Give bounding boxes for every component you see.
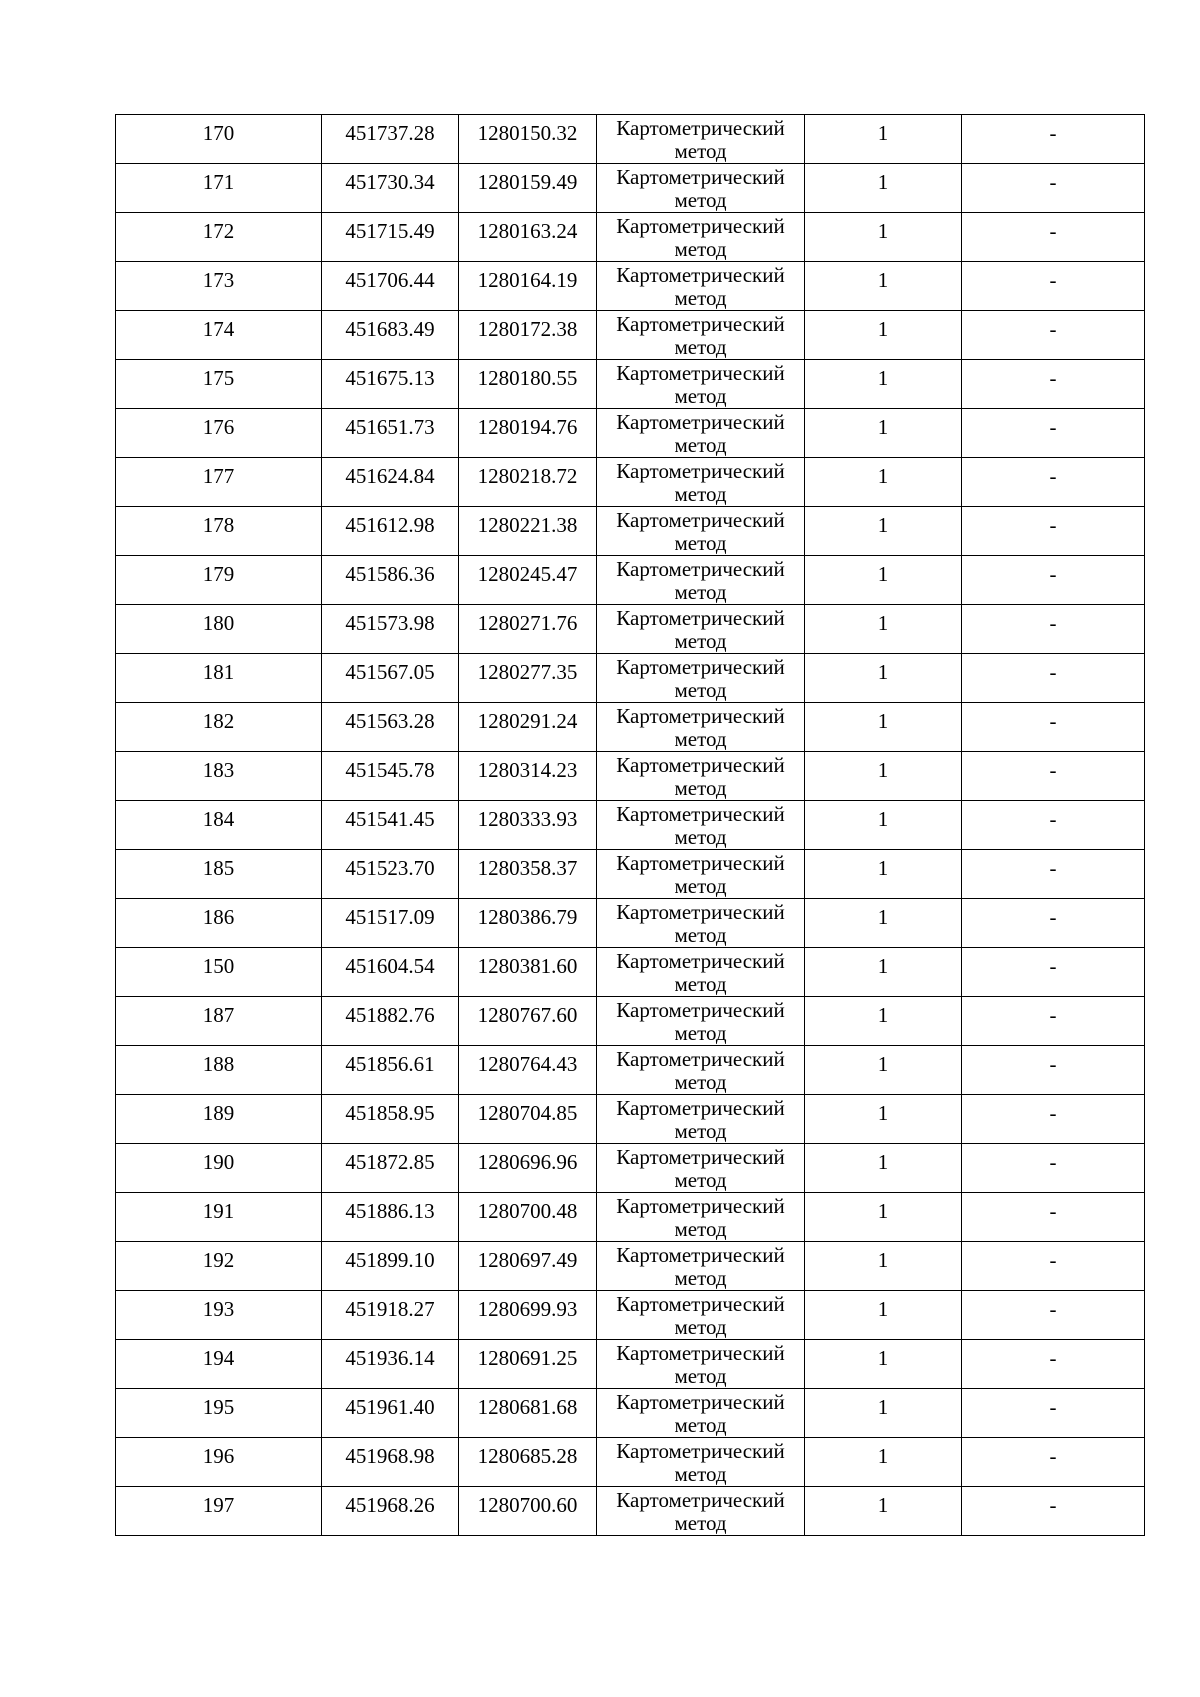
table-row [116, 213, 1145, 262]
x-coordinate-cell: 451675.13 [322, 360, 459, 409]
x-coordinate-cell: 451918.27 [322, 1291, 459, 1340]
y-coordinate-cell: 1280221.38 [459, 507, 597, 556]
x-coordinate-cell: 451706.44 [322, 262, 459, 311]
method-text-line1: Картометрический [616, 116, 785, 140]
table-row [116, 850, 1145, 899]
x-coordinate-cell: 451604.54 [322, 948, 459, 997]
accuracy-cell: 1 [805, 409, 962, 458]
accuracy-cell: 1 [805, 1438, 962, 1487]
accuracy-cell: 1 [805, 1193, 962, 1242]
x-coordinate-cell: 451858.95 [322, 1095, 459, 1144]
description-cell: - [962, 703, 1145, 752]
point-number-cell: 178 [116, 507, 322, 556]
method-text-line2: метод [674, 678, 727, 702]
description-cell: - [962, 997, 1145, 1046]
description-cell: - [962, 948, 1145, 997]
method-text-line1: Картометрический [616, 1341, 785, 1365]
method-text-line1: Картометрический [616, 1390, 785, 1414]
method-cell [597, 1193, 805, 1242]
y-coordinate-cell: 1280685.28 [459, 1438, 597, 1487]
method-text-line2: метод [674, 384, 727, 408]
x-coordinate-cell: 451523.70 [322, 850, 459, 899]
description-cell: - [962, 164, 1145, 213]
table-row [116, 1046, 1145, 1095]
method-text-line2: метод [674, 1413, 727, 1437]
point-number-cell: 171 [116, 164, 322, 213]
description-cell: - [962, 409, 1145, 458]
y-coordinate-cell: 1280700.60 [459, 1487, 597, 1536]
description-cell: - [962, 1242, 1145, 1291]
accuracy-cell: 1 [805, 850, 962, 899]
method-cell [597, 1487, 805, 1536]
table-row [116, 507, 1145, 556]
description-cell: - [962, 1389, 1145, 1438]
accuracy-cell: 1 [805, 1389, 962, 1438]
method-cell [597, 1144, 805, 1193]
method-cell [597, 262, 805, 311]
method-cell [597, 409, 805, 458]
description-cell: - [962, 213, 1145, 262]
table-row [116, 801, 1145, 850]
method-cell [597, 605, 805, 654]
x-coordinate-cell: 451961.40 [322, 1389, 459, 1438]
y-coordinate-cell: 1280700.48 [459, 1193, 597, 1242]
x-coordinate-cell: 451882.76 [322, 997, 459, 1046]
method-cell [597, 850, 805, 899]
x-coordinate-cell: 451612.98 [322, 507, 459, 556]
x-coordinate-cell: 451651.73 [322, 409, 459, 458]
x-coordinate-cell: 451737.28 [322, 115, 459, 164]
point-number-cell: 189 [116, 1095, 322, 1144]
table-row [116, 115, 1145, 164]
point-number-cell: 170 [116, 115, 322, 164]
point-number-cell: 195 [116, 1389, 322, 1438]
description-cell: - [962, 1438, 1145, 1487]
table-row [116, 948, 1145, 997]
method-text-line2: метод [674, 1511, 727, 1535]
point-number-cell: 176 [116, 409, 322, 458]
table-row [116, 654, 1145, 703]
accuracy-cell: 1 [805, 507, 962, 556]
method-text-line2: метод [674, 580, 727, 604]
method-cell [597, 801, 805, 850]
x-coordinate-cell: 451730.34 [322, 164, 459, 213]
table-row [116, 1242, 1145, 1291]
point-number-cell: 190 [116, 1144, 322, 1193]
description-cell: - [962, 1291, 1145, 1340]
description-cell: - [962, 556, 1145, 605]
point-number-cell: 179 [116, 556, 322, 605]
point-number-cell: 177 [116, 458, 322, 507]
y-coordinate-cell: 1280277.35 [459, 654, 597, 703]
method-cell [597, 1046, 805, 1095]
method-text-line1: Картометрический [616, 655, 785, 679]
x-coordinate-cell: 451715.49 [322, 213, 459, 262]
point-number-cell: 181 [116, 654, 322, 703]
accuracy-cell: 1 [805, 1340, 962, 1389]
method-text-line1: Картометрический [616, 214, 785, 238]
method-text-line2: метод [674, 1070, 727, 1094]
accuracy-cell: 1 [805, 458, 962, 507]
point-number-cell: 186 [116, 899, 322, 948]
y-coordinate-cell: 1280245.47 [459, 556, 597, 605]
method-cell [597, 948, 805, 997]
table-row [116, 1340, 1145, 1389]
accuracy-cell: 1 [805, 801, 962, 850]
y-coordinate-cell: 1280699.93 [459, 1291, 597, 1340]
method-text-line2: метод [674, 1315, 727, 1339]
accuracy-cell: 1 [805, 1291, 962, 1340]
table-row [116, 605, 1145, 654]
method-cell [597, 458, 805, 507]
point-number-cell: 194 [116, 1340, 322, 1389]
method-text-line1: Картометрический [616, 802, 785, 826]
method-cell [597, 1438, 805, 1487]
method-text-line1: Картометрический [616, 361, 785, 385]
y-coordinate-cell: 1280697.49 [459, 1242, 597, 1291]
method-text-line1: Картометрический [616, 606, 785, 630]
y-coordinate-cell: 1280172.38 [459, 311, 597, 360]
method-text-line2: метод [674, 139, 727, 163]
x-coordinate-cell: 451586.36 [322, 556, 459, 605]
method-cell [597, 654, 805, 703]
y-coordinate-cell: 1280180.55 [459, 360, 597, 409]
method-text-line2: метод [674, 825, 727, 849]
point-number-cell: 182 [116, 703, 322, 752]
method-text-line1: Картометрический [616, 704, 785, 728]
accuracy-cell: 1 [805, 605, 962, 654]
coordinates-table-body [116, 115, 1145, 1536]
x-coordinate-cell: 451968.26 [322, 1487, 459, 1536]
accuracy-cell: 1 [805, 115, 962, 164]
table-row [116, 1095, 1145, 1144]
y-coordinate-cell: 1280333.93 [459, 801, 597, 850]
accuracy-cell: 1 [805, 899, 962, 948]
description-cell: - [962, 311, 1145, 360]
y-coordinate-cell: 1280386.79 [459, 899, 597, 948]
point-number-cell: 150 [116, 948, 322, 997]
x-coordinate-cell: 451968.98 [322, 1438, 459, 1487]
table-row [116, 752, 1145, 801]
point-number-cell: 188 [116, 1046, 322, 1095]
method-text-line1: Картометрический [616, 851, 785, 875]
method-text-line2: метод [674, 1168, 727, 1192]
accuracy-cell: 1 [805, 556, 962, 605]
coordinates-table [115, 114, 1145, 1536]
method-text-line1: Картометрический [616, 410, 785, 434]
y-coordinate-cell: 1280163.24 [459, 213, 597, 262]
description-cell: - [962, 507, 1145, 556]
method-text-line1: Картометрический [616, 1488, 785, 1512]
method-text-line1: Картометрический [616, 165, 785, 189]
method-cell [597, 556, 805, 605]
point-number-cell: 197 [116, 1487, 322, 1536]
table-row [116, 556, 1145, 605]
method-text-line2: метод [674, 1217, 727, 1241]
method-cell [597, 1095, 805, 1144]
method-cell [597, 213, 805, 262]
point-number-cell: 173 [116, 262, 322, 311]
description-cell: - [962, 1144, 1145, 1193]
method-text-line1: Картометрический [616, 557, 785, 581]
accuracy-cell: 1 [805, 752, 962, 801]
method-text-line2: метод [674, 1462, 727, 1486]
method-cell [597, 311, 805, 360]
table-row [116, 1438, 1145, 1487]
x-coordinate-cell: 451541.45 [322, 801, 459, 850]
x-coordinate-cell: 451886.13 [322, 1193, 459, 1242]
method-cell [597, 1340, 805, 1389]
accuracy-cell: 1 [805, 262, 962, 311]
table-row [116, 1389, 1145, 1438]
method-cell [597, 1242, 805, 1291]
method-text-line1: Картометрический [616, 459, 785, 483]
method-cell [597, 164, 805, 213]
point-number-cell: 196 [116, 1438, 322, 1487]
x-coordinate-cell: 451563.28 [322, 703, 459, 752]
method-text-line2: метод [674, 433, 727, 457]
accuracy-cell: 1 [805, 1046, 962, 1095]
method-cell [597, 360, 805, 409]
x-coordinate-cell: 451856.61 [322, 1046, 459, 1095]
method-cell [597, 507, 805, 556]
method-text-line2: метод [674, 1021, 727, 1045]
y-coordinate-cell: 1280150.32 [459, 115, 597, 164]
description-cell: - [962, 1095, 1145, 1144]
description-cell: - [962, 605, 1145, 654]
method-text-line1: Картометрический [616, 1047, 785, 1071]
accuracy-cell: 1 [805, 997, 962, 1046]
method-text-line1: Картометрический [616, 1292, 785, 1316]
method-text-line2: метод [674, 727, 727, 751]
y-coordinate-cell: 1280704.85 [459, 1095, 597, 1144]
point-number-cell: 192 [116, 1242, 322, 1291]
point-number-cell: 184 [116, 801, 322, 850]
method-cell [597, 1291, 805, 1340]
description-cell: - [962, 752, 1145, 801]
description-cell: - [962, 1487, 1145, 1536]
y-coordinate-cell: 1280381.60 [459, 948, 597, 997]
table-row [116, 311, 1145, 360]
x-coordinate-cell: 451517.09 [322, 899, 459, 948]
accuracy-cell: 1 [805, 1144, 962, 1193]
method-text-line2: метод [674, 482, 727, 506]
y-coordinate-cell: 1280691.25 [459, 1340, 597, 1389]
description-cell: - [962, 654, 1145, 703]
x-coordinate-cell: 451624.84 [322, 458, 459, 507]
y-coordinate-cell: 1280764.43 [459, 1046, 597, 1095]
method-text-line1: Картометрический [616, 1439, 785, 1463]
method-text-line1: Картометрический [616, 753, 785, 777]
method-text-line2: метод [674, 972, 727, 996]
point-number-cell: 172 [116, 213, 322, 262]
method-text-line2: метод [674, 1119, 727, 1143]
method-cell [597, 997, 805, 1046]
table-row [116, 899, 1145, 948]
description-cell: - [962, 899, 1145, 948]
point-number-cell: 187 [116, 997, 322, 1046]
method-text-line2: метод [674, 1364, 727, 1388]
method-cell [597, 703, 805, 752]
point-number-cell: 175 [116, 360, 322, 409]
method-text-line1: Картометрический [616, 998, 785, 1022]
accuracy-cell: 1 [805, 311, 962, 360]
description-cell: - [962, 458, 1145, 507]
accuracy-cell: 1 [805, 1487, 962, 1536]
method-cell [597, 115, 805, 164]
y-coordinate-cell: 1280696.96 [459, 1144, 597, 1193]
point-number-cell: 185 [116, 850, 322, 899]
method-text-line1: Картометрический [616, 1243, 785, 1267]
method-text-line2: метод [674, 286, 727, 310]
description-cell: - [962, 850, 1145, 899]
table-row [116, 1193, 1145, 1242]
table-row [116, 360, 1145, 409]
method-text-line2: метод [674, 874, 727, 898]
table-row [116, 1291, 1145, 1340]
description-cell: - [962, 360, 1145, 409]
accuracy-cell: 1 [805, 1242, 962, 1291]
description-cell: - [962, 1046, 1145, 1095]
x-coordinate-cell: 451573.98 [322, 605, 459, 654]
x-coordinate-cell: 451567.05 [322, 654, 459, 703]
point-number-cell: 174 [116, 311, 322, 360]
description-cell: - [962, 1340, 1145, 1389]
method-text-line2: метод [674, 1266, 727, 1290]
point-number-cell: 191 [116, 1193, 322, 1242]
description-cell: - [962, 262, 1145, 311]
method-text-line2: метод [674, 335, 727, 359]
method-text-line1: Картометрический [616, 1194, 785, 1218]
x-coordinate-cell: 451899.10 [322, 1242, 459, 1291]
method-text-line1: Картометрический [616, 949, 785, 973]
method-text-line1: Картометрический [616, 508, 785, 532]
x-coordinate-cell: 451872.85 [322, 1144, 459, 1193]
point-number-cell: 193 [116, 1291, 322, 1340]
y-coordinate-cell: 1280291.24 [459, 703, 597, 752]
y-coordinate-cell: 1280218.72 [459, 458, 597, 507]
method-text-line1: Картометрический [616, 1096, 785, 1120]
y-coordinate-cell: 1280194.76 [459, 409, 597, 458]
table-row [116, 164, 1145, 213]
y-coordinate-cell: 1280767.60 [459, 997, 597, 1046]
method-text-line1: Картометрический [616, 1145, 785, 1169]
y-coordinate-cell: 1280314.23 [459, 752, 597, 801]
method-text-line2: метод [674, 188, 727, 212]
accuracy-cell: 1 [805, 164, 962, 213]
y-coordinate-cell: 1280681.68 [459, 1389, 597, 1438]
table-row [116, 458, 1145, 507]
method-text-line2: метод [674, 923, 727, 947]
description-cell: - [962, 801, 1145, 850]
table-row [116, 1144, 1145, 1193]
method-cell [597, 1389, 805, 1438]
table-row [116, 997, 1145, 1046]
y-coordinate-cell: 1280358.37 [459, 850, 597, 899]
method-text-line1: Картометрический [616, 263, 785, 287]
y-coordinate-cell: 1280271.76 [459, 605, 597, 654]
table-row [116, 262, 1145, 311]
method-cell [597, 899, 805, 948]
accuracy-cell: 1 [805, 948, 962, 997]
point-number-cell: 180 [116, 605, 322, 654]
table-row [116, 1487, 1145, 1536]
y-coordinate-cell: 1280159.49 [459, 164, 597, 213]
accuracy-cell: 1 [805, 1095, 962, 1144]
y-coordinate-cell: 1280164.19 [459, 262, 597, 311]
description-cell: - [962, 115, 1145, 164]
x-coordinate-cell: 451545.78 [322, 752, 459, 801]
table-row [116, 703, 1145, 752]
method-cell [597, 752, 805, 801]
accuracy-cell: 1 [805, 360, 962, 409]
accuracy-cell: 1 [805, 703, 962, 752]
method-text-line1: Картометрический [616, 900, 785, 924]
point-number-cell: 183 [116, 752, 322, 801]
accuracy-cell: 1 [805, 213, 962, 262]
accuracy-cell: 1 [805, 654, 962, 703]
method-text-line2: метод [674, 776, 727, 800]
table-row [116, 409, 1145, 458]
x-coordinate-cell: 451683.49 [322, 311, 459, 360]
method-text-line2: метод [674, 629, 727, 653]
x-coordinate-cell: 451936.14 [322, 1340, 459, 1389]
method-text-line2: метод [674, 237, 727, 261]
method-text-line2: метод [674, 531, 727, 555]
method-text-line1: Картометрический [616, 312, 785, 336]
description-cell: - [962, 1193, 1145, 1242]
